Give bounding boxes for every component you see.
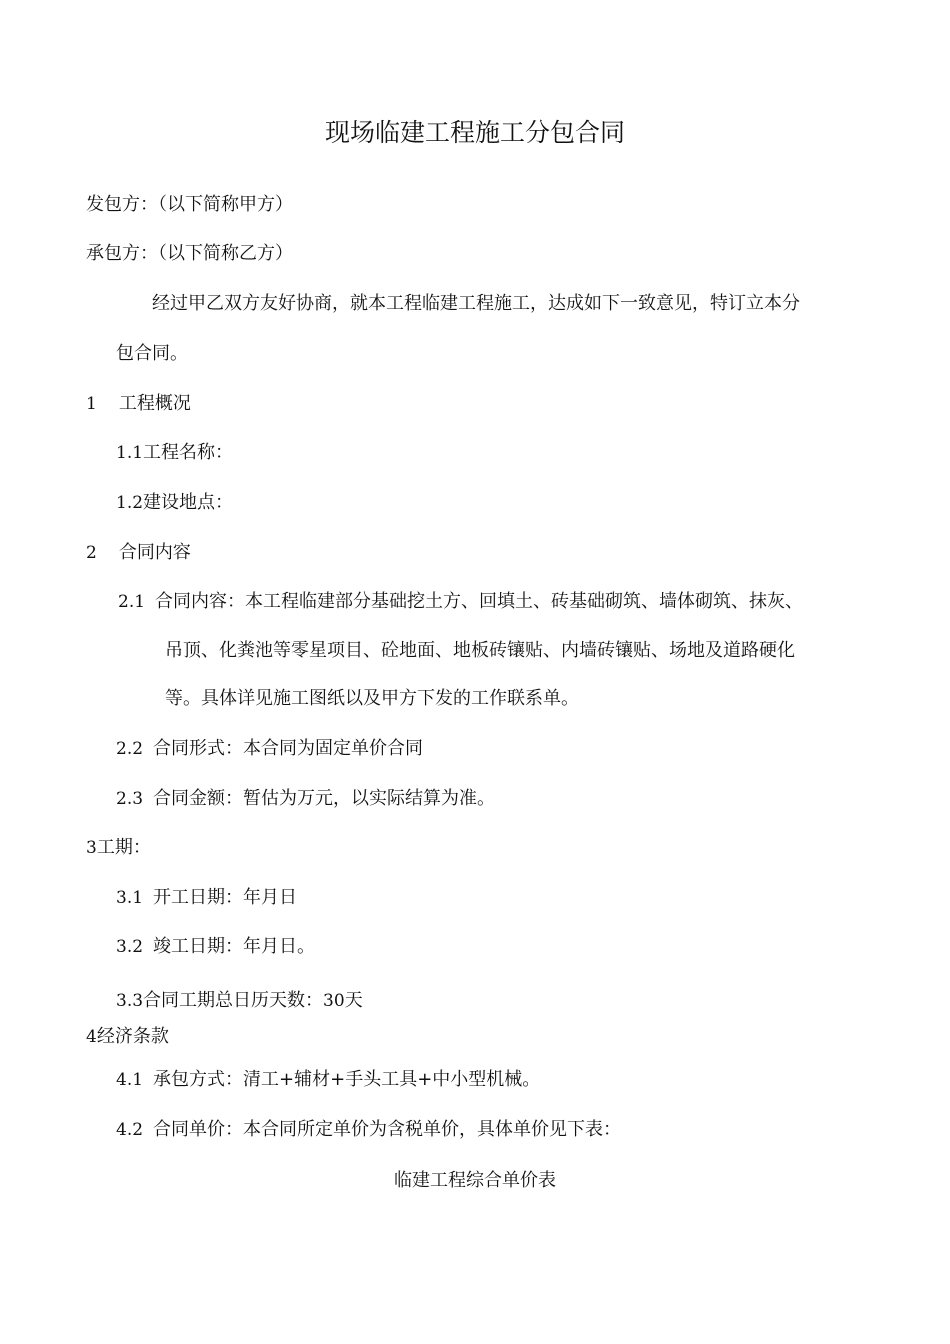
clause-2-1-line-1 bbox=[118, 589, 803, 615]
clause-2-1-line-2: 吊顶、化粪池等零星项目、砼地面、地板砖镶贴、内墙砖镶贴、场地及道路硬化 bbox=[165, 640, 795, 661]
clause-text: 工程名称： bbox=[143, 442, 234, 463]
clause-number: 2.3 bbox=[116, 789, 144, 809]
clause-4-2 bbox=[116, 1117, 621, 1143]
section-3-heading bbox=[86, 835, 151, 861]
section-title: 工期： bbox=[96, 837, 151, 858]
clause-text: 竣工日期：年月日。 bbox=[153, 936, 316, 957]
clause-text: 合同形式：本合同为固定单价合同 bbox=[153, 738, 424, 759]
party-b-line: 承包方：（以下简称乙方） bbox=[86, 243, 293, 264]
clause-number: 4.2 bbox=[116, 1120, 144, 1140]
intro-paragraph-line-1: 经过甲乙双方友好协商，就本工程临建工程施工，达成如下一致意见，特订立本分 bbox=[152, 293, 800, 314]
table-title: 临建工程综合单价表 bbox=[394, 1170, 556, 1191]
section-number: 3 bbox=[86, 838, 97, 858]
clause-1-2 bbox=[116, 490, 233, 516]
section-number: 4 bbox=[86, 1027, 97, 1047]
clause-text: 合同金额：暂估为万元，以实际结算为准。 bbox=[153, 788, 496, 809]
clause-number: 3.2 bbox=[116, 937, 144, 957]
document-title: 现场临建工程施工分包合同 bbox=[324, 118, 625, 147]
section-title: 合同内容 bbox=[118, 542, 191, 563]
clause-text: 合同单价：本合同所定单价为含税单价，具体单价见下表： bbox=[153, 1119, 622, 1140]
section-4-heading bbox=[86, 1024, 169, 1050]
duration-unit: 天 bbox=[344, 990, 363, 1011]
section-number: 1 bbox=[86, 394, 97, 414]
party-a-line: 发包方：（以下简称甲方） bbox=[86, 194, 293, 215]
clause-number: 1.1 bbox=[116, 443, 144, 463]
clause-3-1 bbox=[116, 885, 297, 911]
clause-number: 2.1 bbox=[118, 592, 146, 612]
clause-2-3 bbox=[116, 786, 495, 812]
clause-number: 4.1 bbox=[116, 1070, 144, 1090]
duration-value: 30 bbox=[323, 991, 345, 1011]
section-title: 工程概况 bbox=[118, 393, 191, 414]
clause-3-3 bbox=[116, 988, 363, 1014]
section-number: 2 bbox=[86, 543, 97, 563]
clause-text: 合同内容：本工程临建部分基础挖土方、回填土、砖基础砌筑、墙体砌筑、抹灰、 bbox=[155, 591, 804, 612]
clause-text: 建设地点： bbox=[143, 492, 234, 513]
section-title: 经济条款 bbox=[96, 1026, 169, 1047]
clause-2-2 bbox=[116, 736, 423, 762]
clause-number: 3.3 bbox=[116, 991, 144, 1011]
intro-paragraph-line-2: 包合同。 bbox=[116, 343, 188, 364]
section-2-heading bbox=[86, 540, 191, 566]
clause-text: 合同工期总日历天数： bbox=[143, 990, 324, 1011]
clause-number: 2.2 bbox=[116, 739, 144, 759]
clause-number: 1.2 bbox=[116, 493, 144, 513]
clause-1-1 bbox=[116, 440, 233, 466]
section-1-heading bbox=[86, 391, 191, 417]
clause-3-2 bbox=[116, 934, 315, 960]
clause-number: 3.1 bbox=[116, 888, 144, 908]
clause-4-1 bbox=[116, 1067, 540, 1093]
clause-2-1-line-3: 等。具体详见施工图纸以及甲方下发的工作联系单。 bbox=[165, 688, 579, 709]
clause-text: 开工日期：年月日 bbox=[153, 887, 298, 908]
clause-text: 承包方式：清工+辅材+手头工具+中小型机械。 bbox=[153, 1069, 541, 1090]
